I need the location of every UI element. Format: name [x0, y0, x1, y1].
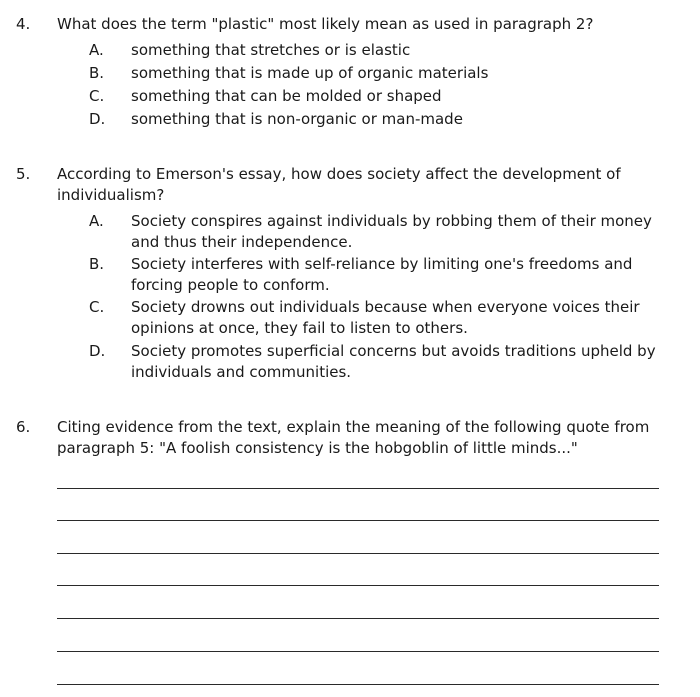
question-number: 6. [16, 418, 31, 436]
answer-line[interactable] [57, 553, 659, 554]
option-letter: A. [89, 41, 104, 59]
option-letter: D. [89, 342, 106, 360]
question-prompt: What does the term "plastic" most likely mean as used in paragraph 2? [57, 15, 594, 33]
answer-line[interactable] [57, 585, 659, 586]
option-letter: A. [89, 212, 104, 230]
answer-line[interactable] [57, 618, 659, 619]
option-text: something that is made up of organic materials [131, 64, 489, 82]
answer-line[interactable] [57, 651, 659, 652]
question-prompt: According to Emerson's essay, how does society affect the development of individualism? [57, 165, 621, 204]
question-number: 4. [16, 15, 31, 33]
option-letter: B. [89, 255, 105, 273]
answer-line[interactable] [57, 520, 659, 521]
option-text: something that stretches or is elastic [131, 41, 411, 59]
option-text: something that is non-organic or man-made [131, 110, 463, 128]
option-letter: B. [89, 64, 105, 82]
question-prompt: Citing evidence from the text, explain the meaning of the following quote from paragraph 5: "A foolish consistency is the hobgoblin of little minds..." [57, 418, 650, 457]
option-text: Society conspires against individuals by robbing them of their money and thus their independence. [131, 212, 652, 251]
option-letter: D. [89, 110, 106, 128]
answer-line[interactable] [57, 684, 659, 685]
answer-line[interactable] [57, 488, 659, 489]
option-letter: C. [89, 87, 105, 105]
question-number: 5. [16, 165, 31, 183]
option-text: something that can be molded or shaped [131, 87, 442, 105]
option-letter: C. [89, 298, 105, 316]
option-text: Society promotes superficial concerns but avoids traditions upheld by individuals and communities. [131, 342, 656, 381]
option-text: Society drowns out individuals because when everyone voices their opinions at once, they fail to listen to others. [131, 298, 640, 337]
option-text: Society interferes with self-reliance by limiting one's freedoms and forcing people to conform. [131, 255, 633, 294]
